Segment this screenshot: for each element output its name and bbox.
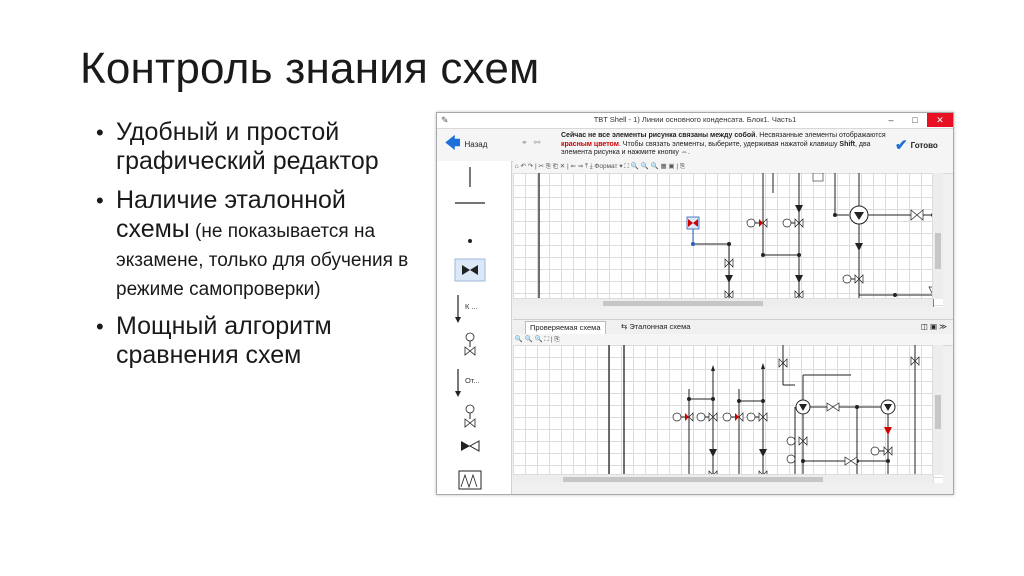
palette-label-ot: От... (465, 376, 480, 385)
palette-node[interactable] (468, 239, 472, 243)
element-palette (437, 161, 512, 494)
reference-zoom-icons[interactable]: 🔍 🔍 🔍 ⛶ | ⎘ (513, 336, 560, 343)
bullet-list (96, 118, 416, 380)
message-bold: Сейчас не все элементы рисунка связаны между собой (561, 132, 756, 139)
palette-valve-selected[interactable] (455, 259, 485, 281)
toolbar-icons-left[interactable]: ⌂ ↶ ↷ | ✂ ⎘ ⎗ ✕ | ⇐ ⇒ ⤒ ⤓ (513, 163, 595, 170)
main-toolbar (437, 129, 953, 162)
slide-title: Контроль знания схем (80, 44, 540, 93)
vertical-scrollbar[interactable] (932, 173, 943, 299)
message-text: . Несвязанные элементы отображаются (755, 132, 886, 139)
bullet-text: Наличие эталонной схемы (116, 186, 346, 243)
back-button[interactable] (445, 135, 487, 153)
bullet-item (96, 118, 416, 176)
message-red: красным цветом (561, 140, 619, 148)
bullet-text: Удобный и простой графический редактор (116, 118, 379, 175)
tab-reference-scheme[interactable]: ⇆ Эталонная схема (621, 322, 691, 331)
done-button[interactable] (895, 134, 947, 156)
scroll-thumb[interactable] (603, 301, 763, 306)
reference-scheme-drawing (513, 345, 943, 483)
close-button[interactable]: ✕ (927, 113, 953, 127)
palette-arrow-up[interactable] (455, 369, 461, 397)
scheme-tabs (513, 319, 953, 335)
reference-horizontal-scrollbar[interactable] (513, 474, 933, 483)
message-text: , два элемента рисунка и нажмите кнопку ⇔. (561, 140, 871, 157)
link-tools (521, 138, 546, 147)
back-label: Назад (464, 139, 488, 149)
palette-motor-valve[interactable] (465, 333, 475, 355)
back-arrow-icon: 🡄 (445, 135, 461, 152)
link-icon[interactable]: ⚭ (521, 138, 534, 147)
checked-scheme-drawing (513, 173, 943, 307)
status-message (561, 132, 891, 158)
toolbar-icons-right[interactable]: ▾ ⛶ 🔍 🔍 🔍 ▦ ▣ | ⎘ (617, 163, 686, 170)
palette-arrow-down[interactable] (455, 295, 461, 323)
palette-check-valve[interactable] (461, 441, 479, 451)
palette-label-k: К ... (465, 302, 478, 311)
unlink-icon[interactable]: ⚯ (533, 138, 547, 147)
palette-graphics (437, 161, 511, 494)
palette-heat-exchanger[interactable] (459, 471, 481, 489)
tab-reference-label: Эталонная схема (629, 322, 691, 331)
minimize-button[interactable]: – (888, 115, 894, 125)
bullet-text: Мощный алгоритм сравнения схем (116, 312, 332, 369)
bullet-note: (не показывается на экзамене, только для обучения в режиме самопроверки) (116, 221, 409, 300)
pane-controls[interactable]: ◫ ▣ ≫ (920, 322, 947, 331)
scroll-thumb[interactable] (935, 395, 941, 429)
app-icon: ✎ (441, 115, 449, 125)
maximize-button[interactable]: □ (912, 115, 918, 125)
horizontal-scrollbar[interactable] (513, 298, 933, 307)
reference-scheme-canvas[interactable] (513, 345, 943, 483)
message-key: Shift (839, 140, 855, 148)
check-icon: ✔ (895, 137, 908, 154)
app-window (436, 112, 954, 495)
checked-scheme-canvas[interactable] (513, 173, 943, 307)
bullet-item (96, 186, 416, 302)
scroll-thumb[interactable] (563, 477, 823, 482)
tab-checked-scheme[interactable]: Проверяемая схема (525, 321, 606, 334)
palette-motor-valve-2[interactable] (465, 405, 475, 427)
window-title: TBT Shell - 1) Линии основного конденсата. Блок1. Часть1 (593, 115, 797, 124)
done-label: Готово (910, 140, 938, 150)
format-menu[interactable]: Формат (594, 163, 618, 170)
message-text: . Чтобы связать элементы, выберите, удерживая нажатой клавишу (618, 140, 840, 148)
reference-vertical-scrollbar[interactable] (932, 345, 943, 475)
title-bar (437, 113, 953, 129)
bullet-item (96, 312, 416, 370)
scroll-thumb[interactable] (935, 233, 941, 269)
